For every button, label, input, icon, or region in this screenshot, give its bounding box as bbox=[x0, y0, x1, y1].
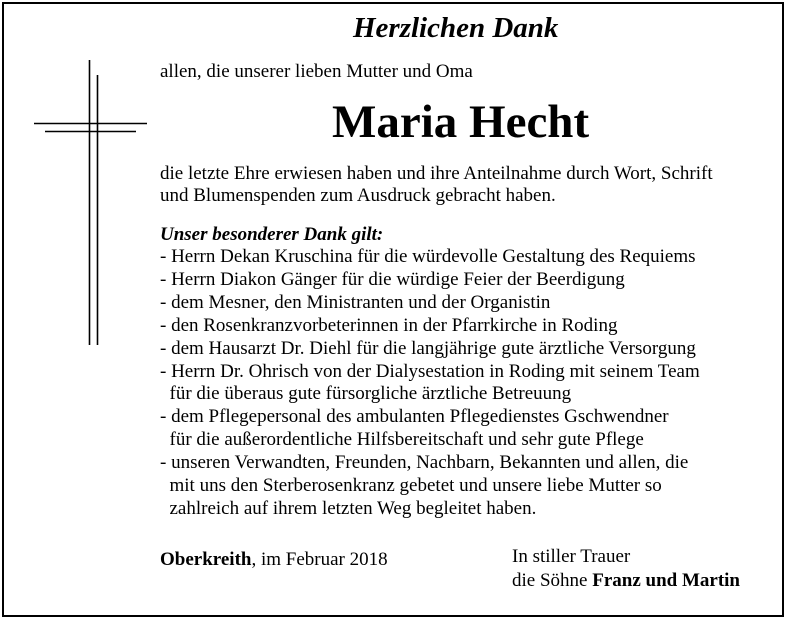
thanks-item: - dem Hausarzt Dr. Diehl für die langjährige gute ärztliche Versorgung bbox=[160, 337, 696, 359]
thanks-item: - Herrn Dekan Kruschina für die würdevolle Gestaltung des Requiems bbox=[160, 246, 696, 267]
subheading: allen, die unserer lieben Mutter und Oma bbox=[160, 61, 473, 82]
closing-names: Franz und Martin bbox=[592, 570, 740, 591]
thanks-item: für die überaus gute fürsorgliche ärztliche Betreuung bbox=[160, 383, 572, 405]
thanks-item: zahlreich auf ihrem letzten Weg begleitet haben. bbox=[160, 497, 537, 519]
closing-signature bbox=[512, 570, 740, 592]
thanks-item: - dem Pflegepersonal des ambulanten Pflegedienstes Gschwendner bbox=[160, 406, 669, 428]
place-name: Oberkreith bbox=[160, 549, 252, 570]
thanks-item: - den Rosenkranzvorbeterinnen in der Pfarrkirche in Roding bbox=[160, 314, 618, 336]
thanks-item: für die außerordentliche Hilfsbereitschaft und sehr gute Pflege bbox=[160, 429, 644, 451]
thanks-heading: Unser besonderer Dank gilt: bbox=[160, 224, 384, 245]
closing-line: In stiller Trauer bbox=[512, 546, 631, 567]
thanks-item: mit uns den Sterberosenkranz gebetet und unsere liebe Mutter so bbox=[160, 475, 662, 497]
thanks-item: - Herrn Diakon Gänger für die würdige Feier der Beerdigung bbox=[160, 268, 625, 290]
intro-line: und Blumenspenden zum Ausdruck gebracht haben. bbox=[160, 185, 556, 206]
thanks-item: - unseren Verwandten, Freunden, Nachbarn, Bekannten und allen, die bbox=[160, 452, 689, 474]
closing-prefix: die Söhne bbox=[512, 570, 593, 591]
thanks-list bbox=[160, 246, 700, 521]
place-date bbox=[160, 549, 388, 571]
date-text: , im Februar 2018 bbox=[251, 549, 388, 570]
cross-icon bbox=[0, 0, 170, 360]
heading: Herzlichen Dank bbox=[353, 12, 559, 44]
thanks-item: - dem Mesner, den Ministranten und der Organistin bbox=[160, 291, 551, 313]
deceased-name: Maria Hecht bbox=[332, 96, 590, 148]
thanks-item: - Herrn Dr. Ohrisch von der Dialysestation in Roding mit seinem Team bbox=[160, 360, 700, 382]
intro-line: die letzte Ehre erwiesen haben und ihre Anteilnahme durch Wort, Schrift bbox=[160, 163, 713, 184]
